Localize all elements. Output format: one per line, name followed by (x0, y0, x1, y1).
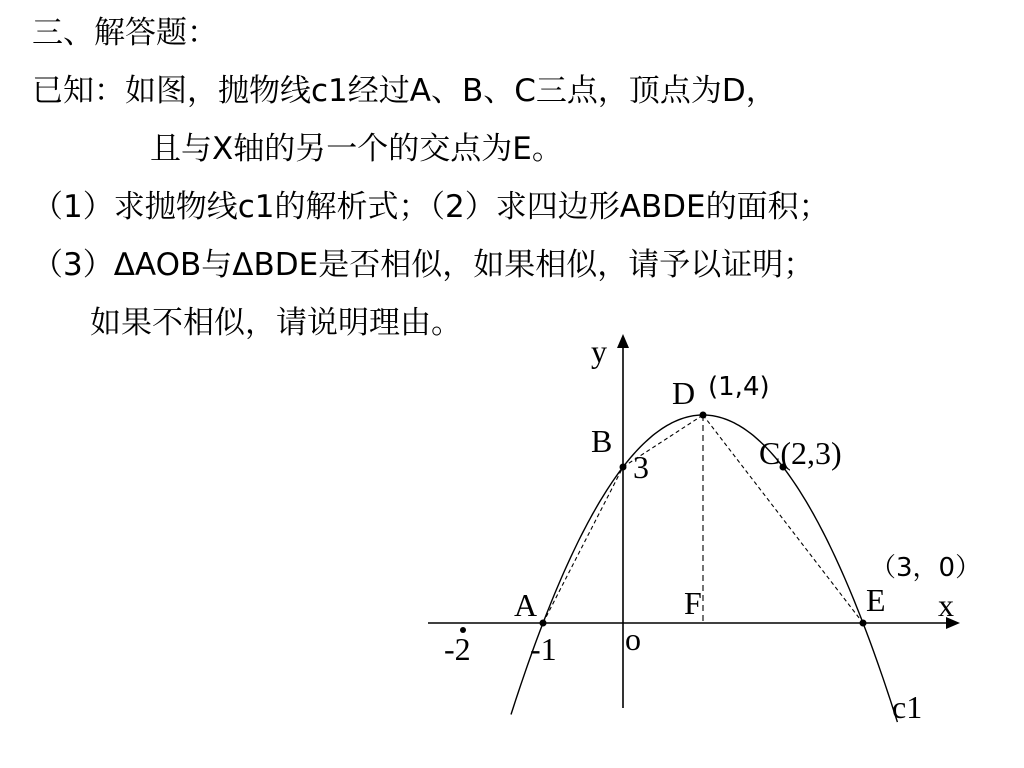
question-1-2: （1）求抛物线c1的解析式；（2）求四边形ABDE的面积； (32, 189, 830, 225)
y-axis-label: y (591, 333, 607, 369)
curve-label: c1 (892, 689, 923, 725)
label-e: E (866, 582, 886, 618)
point-d (700, 412, 707, 419)
problem-line-2: 且与X轴的另一个的交点为E。 (150, 131, 563, 167)
question-3: （3）ΔAOB与ΔBDE是否相似，如果相似，请予以证明； (32, 247, 815, 283)
label-d: D (672, 375, 696, 411)
label-c: C(2,3) (759, 435, 842, 471)
label-f: F (684, 585, 702, 621)
label-a: A (514, 587, 538, 623)
y-axis-arrow (617, 334, 629, 348)
tick-three: 3 (633, 449, 649, 485)
question-3-continued: 如果不相似，请说明理由。 (90, 305, 462, 341)
point-a (540, 620, 547, 627)
tick-minus-one: -1 (530, 631, 557, 667)
label-d-coords: (1,4) (708, 372, 770, 402)
x-axis-label: x (938, 587, 954, 623)
problem-line-1: 已知：如图，抛物线c1经过A、B、C三点，顶点为D， (32, 73, 777, 109)
segment-ab (543, 467, 623, 623)
label-e-coords: （3，0） (870, 553, 982, 583)
tick-minus-two: -2 (444, 631, 471, 667)
label-b: B (591, 423, 613, 459)
origin-label: o (625, 621, 641, 657)
point-e (860, 620, 867, 627)
problem-heading: 三、解答题： (32, 15, 218, 51)
point-b (620, 464, 627, 471)
